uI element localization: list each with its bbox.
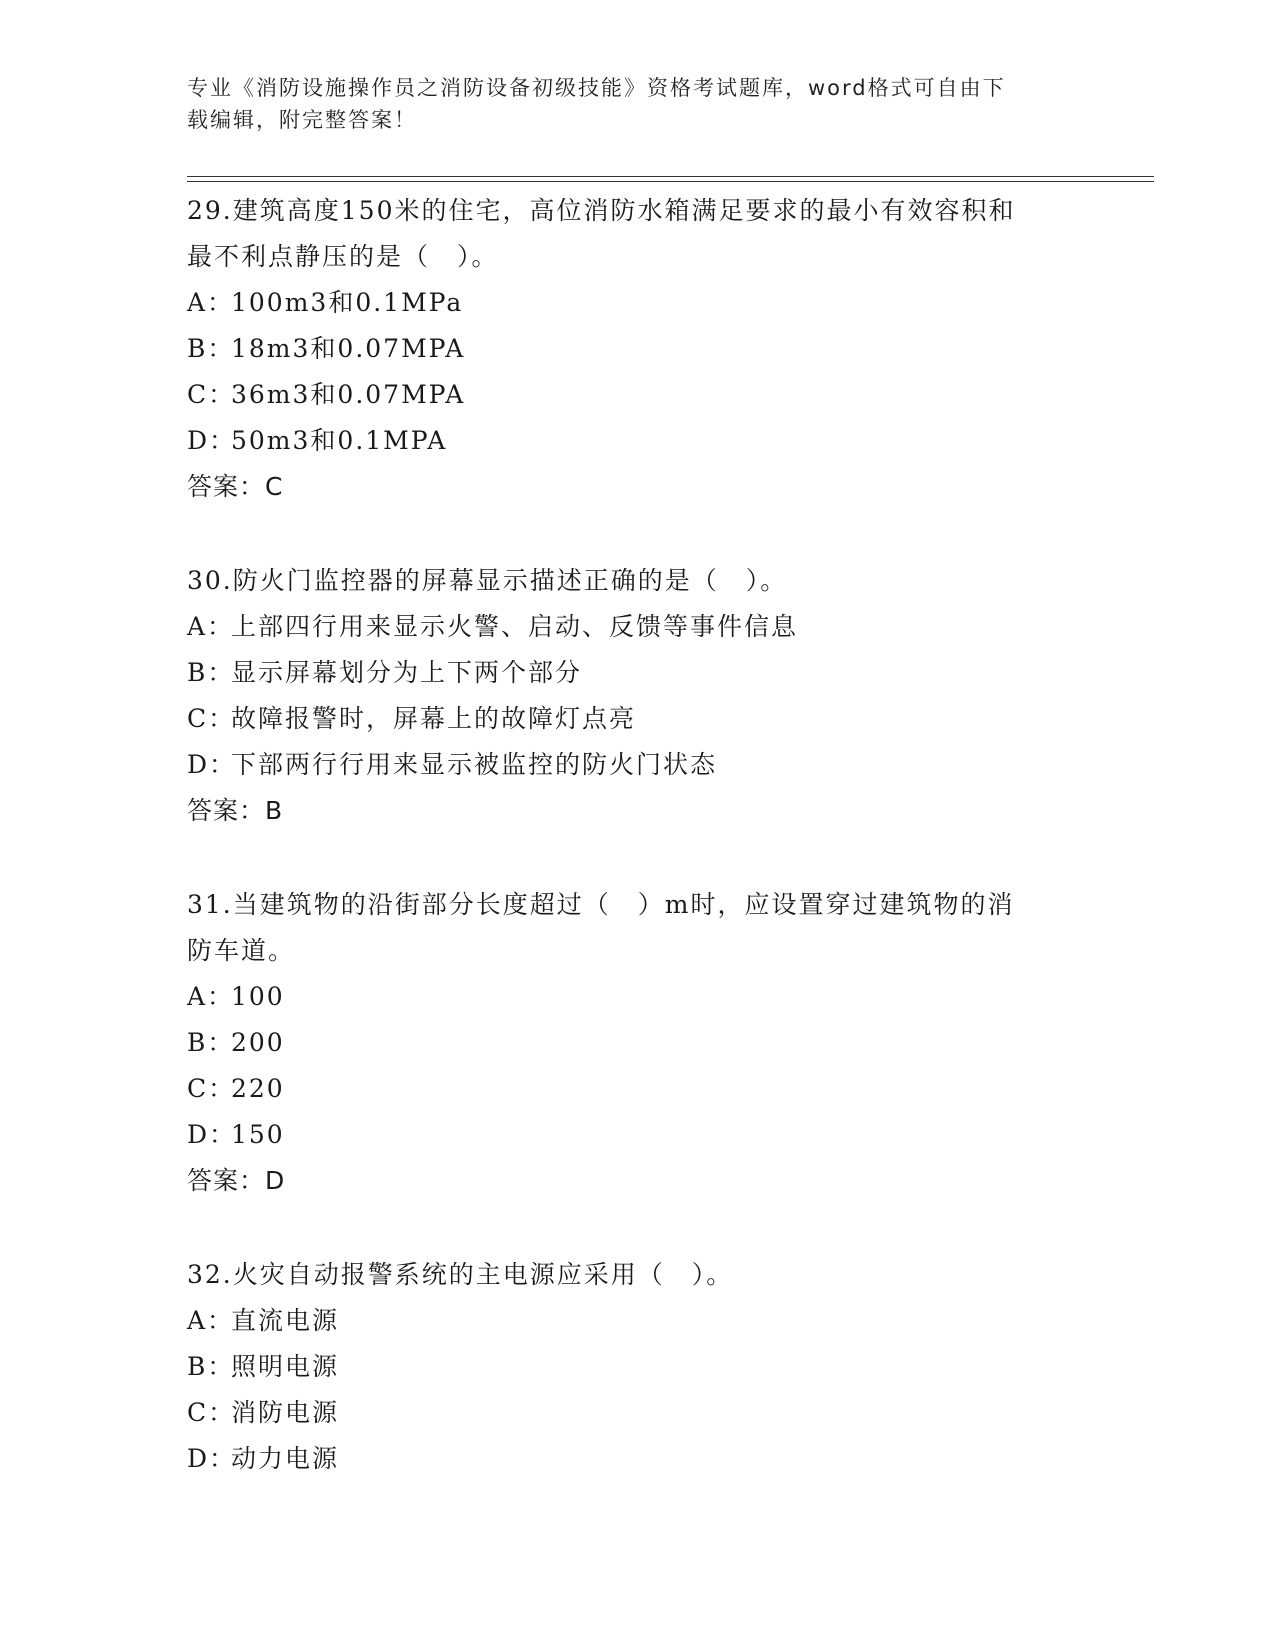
option-text: 18m3和0.07MPA <box>231 334 466 363</box>
question-stem-line-2: 最不利点静压的是（ ）。 <box>187 242 499 271</box>
option-text: 显示屏幕划分为上下两个部分 <box>231 658 583 687</box>
option-text: 直流电源 <box>231 1306 340 1335</box>
option-key: D： <box>187 426 237 455</box>
question-list <box>187 188 1087 1530</box>
header-divider-top <box>187 176 1154 177</box>
option-text: 照明电源 <box>231 1352 340 1381</box>
option-d <box>187 1436 1087 1482</box>
question-30 <box>187 558 1087 834</box>
option-b <box>187 650 1087 696</box>
option-text: 150 <box>231 1120 285 1149</box>
option-key: B： <box>187 1352 235 1381</box>
option-text: 下部两行行用来显示被监控的防火门状态 <box>231 750 718 779</box>
answer-line: 答案：B <box>187 796 284 825</box>
question-32 <box>187 1252 1087 1482</box>
option-text: 100m3和0.1MPa <box>231 288 464 317</box>
answer-line: 答案：D <box>187 1166 286 1195</box>
option-key: A： <box>187 982 235 1011</box>
option-key: D： <box>187 1444 237 1473</box>
header-line-2: 载编辑，附完整答案！ <box>187 108 417 132</box>
option-d <box>187 742 1087 788</box>
option-a <box>187 604 1087 650</box>
option-key: C： <box>187 1074 236 1103</box>
option-text: 50m3和0.1MPA <box>231 426 448 455</box>
option-text: 动力电源 <box>231 1444 340 1473</box>
option-key: A： <box>187 1306 235 1335</box>
option-key: C： <box>187 380 236 409</box>
answer-line: 答案：C <box>187 472 284 501</box>
option-c <box>187 1066 1087 1112</box>
question-29 <box>187 188 1087 510</box>
option-text: 100 <box>231 982 285 1011</box>
option-key: D： <box>187 1120 237 1149</box>
option-b <box>187 326 1087 372</box>
document-header <box>187 72 1067 136</box>
question-stem-line-1: 32.火灾自动报警系统的主电源应采用（ ）。 <box>187 1260 734 1289</box>
option-key: D： <box>187 750 237 779</box>
option-text: 36m3和0.07MPA <box>231 380 466 409</box>
option-text: 消防电源 <box>231 1398 340 1427</box>
option-text: 故障报警时，屏幕上的故障灯点亮 <box>231 704 637 733</box>
question-31 <box>187 882 1087 1204</box>
option-key: A： <box>187 612 235 641</box>
option-c <box>187 696 1087 742</box>
option-text: 上部四行用来显示火警、启动、反馈等事件信息 <box>231 612 799 641</box>
option-a <box>187 1298 1087 1344</box>
question-stem-line-2: 防车道。 <box>187 936 296 965</box>
option-c <box>187 1390 1087 1436</box>
option-key: C： <box>187 1398 236 1427</box>
option-key: B： <box>187 1028 235 1057</box>
header-divider-bottom <box>187 181 1154 182</box>
header-line-1: 专业《消防设施操作员之消防设备初级技能》资格考试题库，word格式可自由下 <box>187 76 1006 100</box>
option-c <box>187 372 1087 418</box>
option-d <box>187 1112 1087 1158</box>
option-a <box>187 974 1087 1020</box>
question-stem-line-1: 29.建筑高度150米的住宅，高位消防水箱满足要求的最小有效容积和 <box>187 196 1016 225</box>
option-text: 200 <box>231 1028 285 1057</box>
option-text: 220 <box>231 1074 285 1103</box>
option-key: A： <box>187 288 235 317</box>
question-stem-line-1: 31.当建筑物的沿街部分长度超过（ ）m时，应设置穿过建筑物的消 <box>187 890 1015 919</box>
option-b <box>187 1020 1087 1066</box>
option-key: B： <box>187 658 235 687</box>
option-key: C： <box>187 704 236 733</box>
option-d <box>187 418 1087 464</box>
option-a <box>187 280 1087 326</box>
question-stem-line-1: 30.防火门监控器的屏幕显示描述正确的是（ ）。 <box>187 566 788 595</box>
option-b <box>187 1344 1087 1390</box>
option-key: B： <box>187 334 235 363</box>
